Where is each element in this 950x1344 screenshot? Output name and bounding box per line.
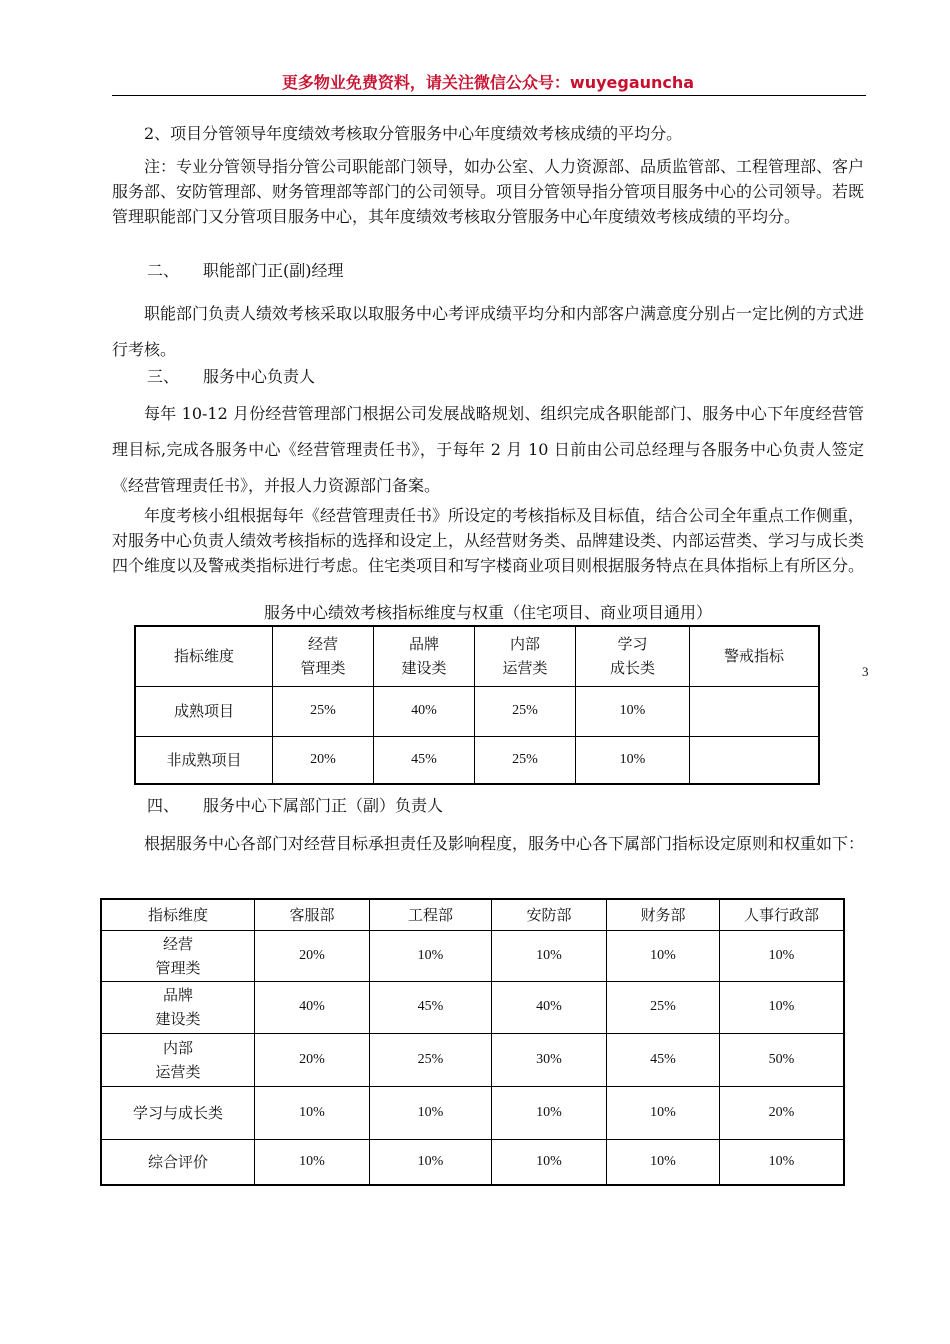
table-cell xyxy=(690,736,820,784)
table-header: 警戒指标 xyxy=(690,626,820,686)
section-number: 四、 xyxy=(147,796,180,815)
table-row xyxy=(135,686,819,736)
paragraph-5: 根据服务中心各部门对经营目标承担责任及影响程度，服务中心各下属部门指标设定原则和权重如下： xyxy=(144,834,865,853)
table-cell: 10% xyxy=(720,1139,845,1185)
table-cell: 10% xyxy=(576,736,690,784)
header-divider xyxy=(112,95,866,96)
table-cell: 10% xyxy=(576,686,690,736)
paragraph-3: 每年 10-12 月份经营管理部门根据公司发展战略规划、组织完成各职能部门、服务中心下年度经营管理目标,完成各服务中心《经营管理责任书》，于每年 2 月 10 日前由公司总经理与各服务中心负责人签定《经营管理责任书》，并报人力资源部门备案。 xyxy=(112,404,864,495)
table-row xyxy=(101,930,844,981)
table-header: 学习 成长类 xyxy=(576,626,690,686)
weight-table-departments xyxy=(100,898,845,1186)
section-heading-2 xyxy=(147,258,344,283)
table-cell: 10% xyxy=(492,1086,607,1139)
row-label: 非成熟项目 xyxy=(135,736,273,784)
table-row xyxy=(101,1086,844,1139)
weight-table-service-center xyxy=(134,625,820,785)
table-cell: 30% xyxy=(492,1033,607,1086)
table-cell: 10% xyxy=(607,930,720,981)
row-label: 经营 管理类 xyxy=(101,930,255,981)
table-row xyxy=(135,736,819,784)
table-cell: 10% xyxy=(607,1139,720,1185)
table-header: 工程部 xyxy=(370,899,492,930)
table-cell: 10% xyxy=(370,1086,492,1139)
table-header-row xyxy=(101,899,844,930)
table-row xyxy=(101,1033,844,1086)
table-cell: 10% xyxy=(492,930,607,981)
section-heading-4 xyxy=(147,793,443,818)
table-cell: 10% xyxy=(370,1139,492,1185)
row-label: 内部 运营类 xyxy=(101,1033,255,1086)
table-header: 财务部 xyxy=(607,899,720,930)
paragraph-1: 2、项目分管领导年度绩效考核取分管服务中心年度绩效考核成绩的平均分。 xyxy=(144,124,683,143)
row-label: 学习与成长类 xyxy=(101,1086,255,1139)
table-cell: 20% xyxy=(255,1033,370,1086)
table-header: 客服部 xyxy=(255,899,370,930)
table-header: 人事行政部 xyxy=(720,899,845,930)
table-cell: 20% xyxy=(255,930,370,981)
table-header: 安防部 xyxy=(492,899,607,930)
table-cell: 10% xyxy=(370,930,492,981)
table-cell: 25% xyxy=(475,686,576,736)
table-cell: 25% xyxy=(370,1033,492,1086)
table-cell: 40% xyxy=(492,981,607,1033)
table-cell: 10% xyxy=(607,1086,720,1139)
table-cell: 25% xyxy=(273,686,374,736)
table-header: 指标维度 xyxy=(135,626,273,686)
table-cell: 10% xyxy=(720,981,845,1033)
table-header: 指标维度 xyxy=(101,899,255,930)
section-heading-3 xyxy=(147,364,315,389)
table-row xyxy=(101,1139,844,1185)
table-header: 经营 管理类 xyxy=(273,626,374,686)
row-label: 成熟项目 xyxy=(135,686,273,736)
table-cell: 40% xyxy=(374,686,475,736)
page-number: 3 xyxy=(862,664,869,679)
row-label: 品牌 建设类 xyxy=(101,981,255,1033)
table-cell: 10% xyxy=(492,1139,607,1185)
table-cell: 45% xyxy=(374,736,475,784)
section-number: 二、 xyxy=(147,261,180,280)
section-title: 职能部门正(副)经理 xyxy=(203,261,344,280)
table-cell: 10% xyxy=(720,930,845,981)
table-cell: 40% xyxy=(255,981,370,1033)
section-title: 服务中心负责人 xyxy=(203,367,316,386)
table-cell: 50% xyxy=(720,1033,845,1086)
table-cell: 20% xyxy=(273,736,374,784)
section-title: 服务中心下属部门正（副）负责人 xyxy=(203,796,444,815)
table-cell: 25% xyxy=(475,736,576,784)
table-cell: 10% xyxy=(255,1086,370,1139)
table-header: 品牌 建设类 xyxy=(374,626,475,686)
table1-caption: 服务中心绩效考核指标维度与权重（住宅项目、商业项目通用） xyxy=(263,603,712,622)
table-cell xyxy=(690,686,820,736)
table-cell: 20% xyxy=(720,1086,845,1139)
paragraph-4: 年度考核小组根据每年《经营管理责任书》所设定的考核指标及目标值，结合公司全年重点工作侧重，对服务中心负责人绩效考核指标的选择和设定上，从经营财务类、品牌建设类、内部运营类、学习与成长类四个维度以及警戒类指标进行考虑。住宅类项目和写字楼商业项目则根据服务特点在具体指标上有所区分。 xyxy=(112,506,865,575)
table-header-row xyxy=(135,626,819,686)
table-cell: 25% xyxy=(607,981,720,1033)
table-cell: 45% xyxy=(370,981,492,1033)
table-header: 内部 运营类 xyxy=(475,626,576,686)
table-cell: 10% xyxy=(255,1139,370,1185)
table-cell: 45% xyxy=(607,1033,720,1086)
section-number: 三、 xyxy=(147,367,180,386)
paragraph-2: 职能部门负责人绩效考核采取以取服务中心考评成绩平均分和内部客户满意度分别占一定比例的方式进行考核。 xyxy=(112,304,865,359)
row-label: 综合评价 xyxy=(101,1139,255,1185)
table-row xyxy=(101,981,844,1033)
paragraph-note: 注：专业分管领导指分管公司职能部门领导，如办公室、人力资源部、品质监管部、工程管理部、客户服务部、安防管理部、财务管理部等部门的公司领导。项目分管领导指分管项目服务中心的公司领导。若既管理职能部门又分管项目服务中心，其年度绩效考核取分管服务中心年度绩效考核成绩的平均分。 xyxy=(112,157,865,226)
page-header-promo: 更多物业免费资料，请关注微信公众号：wuyegauncha xyxy=(281,73,695,92)
